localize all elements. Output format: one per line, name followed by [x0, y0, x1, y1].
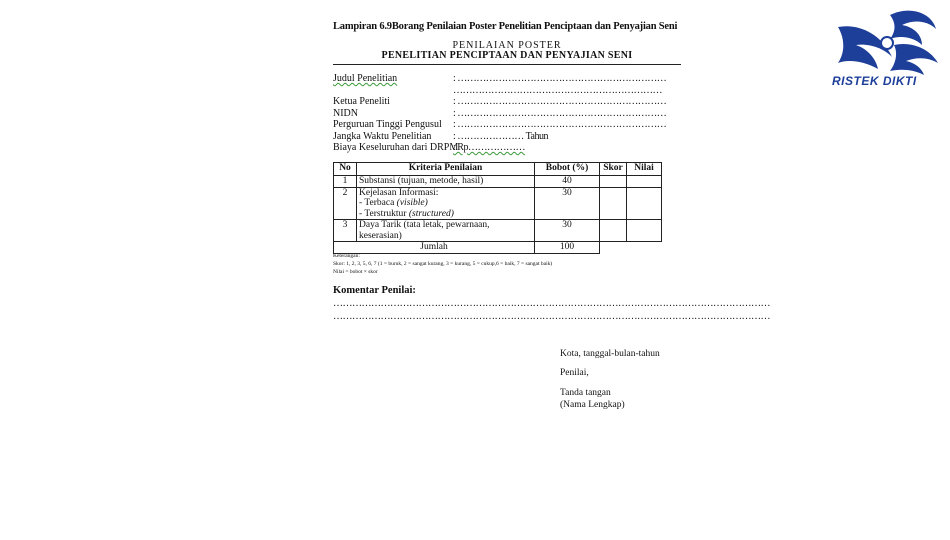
form-title-line1: PENILAIAN POSTER: [452, 40, 562, 51]
cell-no: 2: [334, 187, 357, 220]
total-label: Jumlah: [334, 242, 535, 254]
empty-cell: [627, 242, 662, 254]
sub-italic: (visible): [396, 198, 428, 208]
field-row-judul: [333, 73, 666, 85]
signature-name: (Nama Lengkap): [560, 400, 625, 410]
notes: [333, 252, 552, 276]
field-label: Judul Penelitian: [333, 73, 398, 84]
field-label: Biaya Keseluruhan dari DRPM: [333, 142, 459, 153]
form-title-line2: PENELITIAN PENCIPTAAN DAN PENYAJIAN SENI: [381, 50, 633, 61]
total-value: 100: [535, 242, 600, 254]
empty-cell: [600, 242, 627, 254]
cell-nilai[interactable]: [627, 187, 662, 220]
field-value: : …………………………………………………………: [453, 96, 667, 107]
cell-skor[interactable]: [600, 176, 627, 188]
header-nilai: Nilai: [627, 163, 662, 176]
cell-no: 1: [334, 176, 357, 188]
header-no: No: [334, 163, 357, 176]
header-bobot: Bobot (%): [535, 163, 600, 176]
cell-kriteria: [357, 187, 535, 220]
field-label: Ketua Peneliti: [333, 96, 390, 107]
field-row-judul-cont: [333, 85, 666, 97]
cell-kriteria: Substansi (tujuan, metode, hasil): [357, 176, 535, 188]
field-value: : Rp………………: [453, 142, 525, 153]
criteria-main: Kejelasan Informasi:: [359, 187, 439, 198]
field-label: Perguruan Tinggi Pengusul: [333, 119, 442, 130]
field-row-pt: [333, 119, 666, 131]
signature-place-date: Kota, tanggal-bulan-tahun: [560, 349, 660, 359]
field-value: : …………………………………………………………: [453, 107, 667, 119]
komentar-line-2[interactable]: …………………………………………………………………………………………………………………………: [333, 311, 770, 322]
field-row-biaya: [333, 142, 666, 154]
field-label: NIDN: [333, 107, 358, 119]
sub-text: - Terstruktur: [359, 208, 409, 219]
notes-title: Keterangan:: [333, 253, 360, 259]
notes-line1: Skor: 1, 2, 3, 5, 6, 7 (1 = buruk, 2 = sangat kurang, 3 = kurang, 5 = cukup,6 = baik, 7 = sangat baik): [333, 261, 553, 267]
signature-sign: Tanda tangan: [560, 388, 611, 398]
lampiran-title: Lampiran 6.9Borang Penilaian Poster Penelitian Penciptaan dan Penyajian Seni: [333, 21, 678, 32]
sub-italic: (structured): [408, 208, 454, 219]
table-header-row: [334, 163, 662, 176]
field-value: : …………………………………………………………: [453, 119, 667, 130]
field-label: Jangka Waktu Penelitian: [333, 130, 432, 142]
table-row: [334, 187, 662, 220]
field-row-nidn: [333, 108, 666, 120]
cell-nilai[interactable]: [627, 220, 662, 242]
cell-bobot: 30: [535, 187, 600, 220]
notes-line2: Nilai = bobot × skor: [333, 269, 378, 275]
header-divider: [333, 64, 681, 65]
field-value: : …………………………………………………………: [453, 73, 667, 84]
header-skor: Skor: [600, 163, 627, 176]
cell-nilai[interactable]: [627, 176, 662, 188]
cell-skor[interactable]: [600, 220, 627, 242]
cell-bobot: 30: [535, 220, 600, 242]
criteria-sub-2: [359, 209, 532, 220]
identity-fields: [333, 73, 666, 154]
cell-kriteria: Daya Tarik (tata letak, pewarnaan, keserasian): [357, 220, 535, 242]
field-value: : ………………… Tahun: [453, 130, 548, 142]
cell-no: 3: [334, 220, 357, 242]
cell-skor[interactable]: [600, 187, 627, 220]
header-kriteria: Kriteria Penilaian: [357, 163, 535, 176]
field-value: …………………………………………………………: [453, 84, 662, 96]
sub-text: - Terbaca: [359, 198, 397, 208]
logo-text: RISTEK DIKTI: [832, 74, 917, 88]
field-row-ketua: [333, 96, 666, 108]
field-label: [333, 85, 453, 97]
criteria-table: [333, 162, 662, 254]
table-row: [334, 176, 662, 188]
komentar-label: Komentar Penilai:: [333, 285, 416, 296]
cell-bobot: 40: [535, 176, 600, 188]
table-row: [334, 220, 662, 242]
komentar-line-1[interactable]: …………………………………………………………………………………………………………………………: [333, 298, 770, 309]
field-row-jangka: [333, 131, 666, 143]
signature-role: Penilai,: [560, 368, 589, 378]
criteria-sub-1: [359, 198, 532, 209]
